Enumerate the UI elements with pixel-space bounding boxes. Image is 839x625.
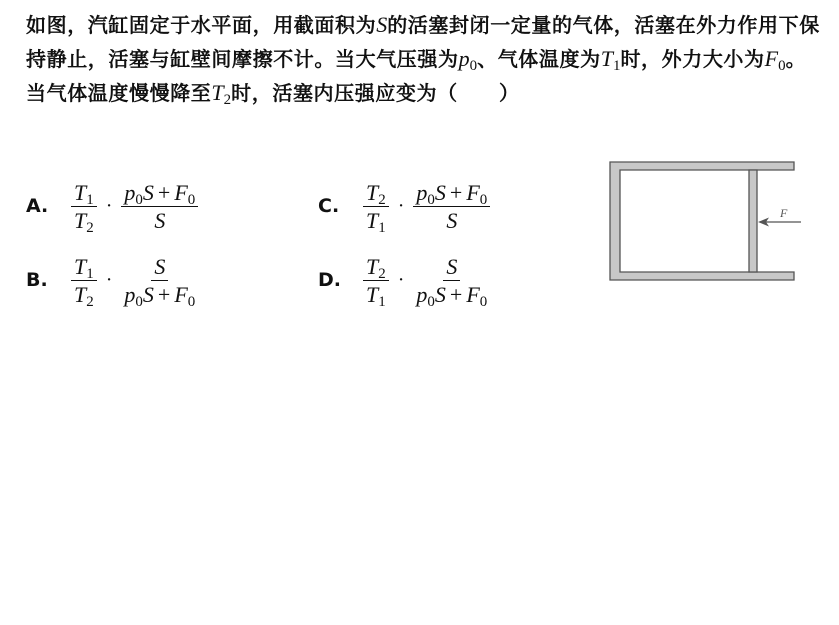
pressure-fraction: $\frac{S}{p_0S + F_0}$ xyxy=(416,253,488,310)
question-stem xyxy=(26,8,821,110)
force-label: F xyxy=(780,206,788,220)
stem-text-6: 时，活塞内压强应变为（ ） xyxy=(231,81,520,105)
option-d[interactable] xyxy=(318,250,493,310)
temperature-ratio: $\frac{T_1}{T_2}$ xyxy=(71,253,97,308)
multiply-dot: · xyxy=(105,268,113,291)
symbol-T1: $T_1$ xyxy=(600,46,621,75)
option-letter: A. xyxy=(26,195,49,217)
multiply-dot: · xyxy=(105,194,113,217)
multiply-dot: · xyxy=(397,194,405,217)
symbol-T2: $T_2$ xyxy=(211,80,232,109)
temperature-ratio: $\frac{T_1}{T_2}$ xyxy=(71,179,97,234)
temperature-ratio: $\frac{T_2}{T_1}$ xyxy=(363,253,389,308)
stem-text-5: 。当气体温度慢慢降至 xyxy=(26,47,807,105)
stem-text-1: 如图，汽缸固定于水平面，用截面积为 xyxy=(26,13,377,37)
option-expression xyxy=(360,179,493,234)
multiply-dot: · xyxy=(397,268,405,291)
option-letter: B. xyxy=(26,269,48,291)
stem-text-2: 的活塞封闭一定量的气体，活塞在外力作用下保持静止，活塞与缸壁间摩擦不计。当大气压强为 xyxy=(26,13,820,71)
temperature-ratio: $\frac{T_2}{T_1}$ xyxy=(363,179,389,234)
symbol-S: S xyxy=(376,12,388,37)
cylinder-figure xyxy=(608,160,808,285)
symbol-p0: $p_0$ xyxy=(458,46,478,75)
option-letter: D. xyxy=(318,269,341,291)
symbol-F0: $F_0$ xyxy=(764,46,786,75)
pressure-fraction: $\frac{S}{p_0S + F_0}$ xyxy=(124,253,196,310)
pressure-fraction: $\frac{p_0S + F_0}{S}$ xyxy=(121,179,198,234)
stem-text-3: 、气体温度为 xyxy=(477,47,601,71)
option-a[interactable] xyxy=(26,176,201,236)
option-b[interactable] xyxy=(26,250,201,310)
option-c[interactable] xyxy=(318,176,493,236)
pressure-fraction: $\frac{p_0S + F_0}{S}$ xyxy=(413,179,490,234)
cylinder-diagram xyxy=(608,160,808,285)
option-letter: C. xyxy=(318,195,340,217)
piston xyxy=(749,170,757,272)
option-expression xyxy=(360,253,493,308)
option-expression xyxy=(68,179,201,234)
stem-text-4: 时，外力大小为 xyxy=(620,47,765,71)
option-expression xyxy=(68,253,201,308)
